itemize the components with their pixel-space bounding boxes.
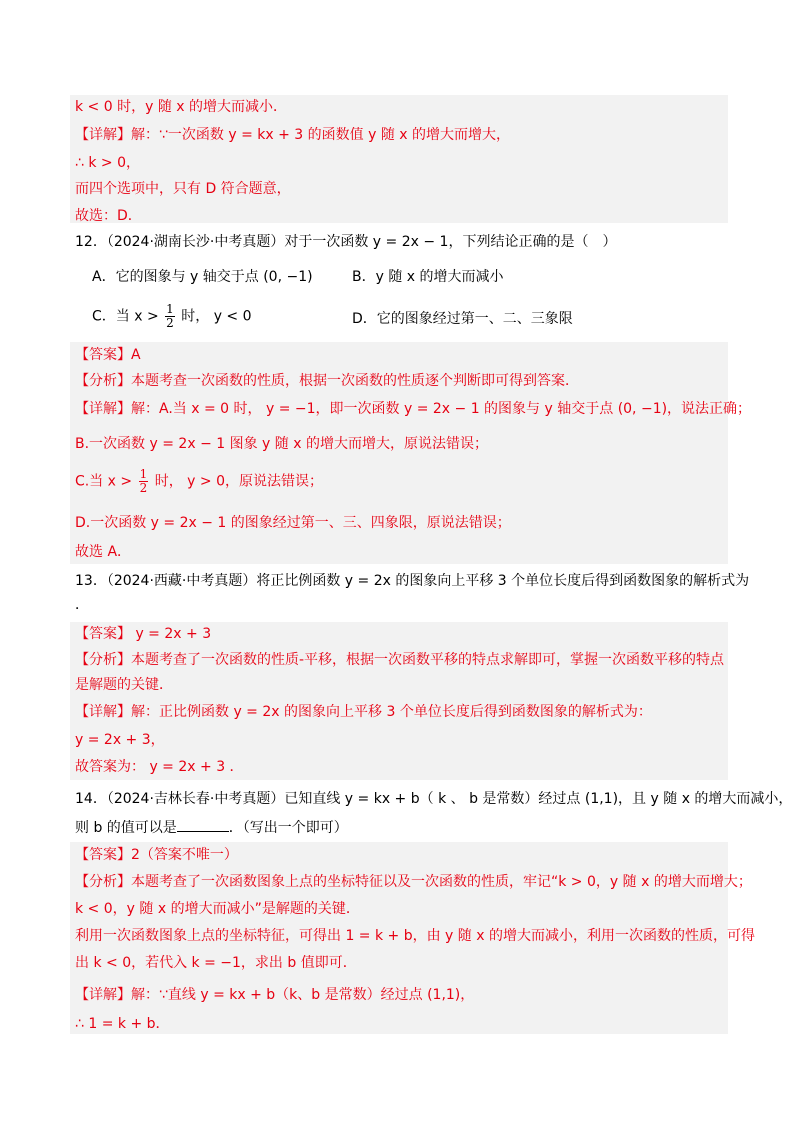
question-13: 13．（2024·西藏·中考真题）将正比例函数 y = 2x 的图象向上平移 3 个单位长度后得到函数图象的解析式为 [75,573,750,589]
detail-12-c [75,468,323,495]
option-b: B．y 随 x 的增大而减小 [352,269,504,285]
detail-13-b: y = 2x + 3， [75,732,165,748]
detail-14-a: 【详解】解：∵直线 y = kx + b（k、b 是常数）经过点 (1,1)， [75,987,475,1003]
fraction-half [165,303,175,330]
question-14-b [75,817,348,838]
detail-12-c-prefix: C.当 x > [75,473,133,490]
detail-14-b: ∴ 1 = k + b． [75,1016,170,1032]
fraction-denominator: 2 [166,316,174,330]
conclusion-11: 而四个选项中，只有 D 符合题意， [75,181,291,197]
option-a: A．它的图象与 y 轴交于点 (0, −1) [92,269,313,285]
fraction-numerator-2: 1 [139,467,148,481]
answer-12: 【答案】A [75,347,141,363]
question-14-suffix: ．（写出一个即可） [228,820,348,836]
question-14: 14．（2024·吉林长春·中考真题）已知直线 y = kx + b（ k 、 b 是常数）经过点 (1,1)，且 y 随 x 的增大而减小， [75,791,793,807]
analysis-14-d: 出 k < 0，若代入 k = −1，求出 b 值即可． [75,955,357,971]
fraction-numerator: 1 [166,302,174,316]
analysis-13-b: 是解题的关键． [75,677,173,693]
fraction-denominator-2: 2 [139,481,148,495]
detail-13-a: 【详解】解：正比例函数 y = 2x 的图象向上平移 3 个单位长度后得到函数图象的解析式为： [75,704,652,720]
line-k-negative: k < 0 时，y 随 x 的增大而减小． [75,99,288,115]
option-c-suffix: 时， y < 0 [181,308,252,325]
detail-12-a: 【详解】解：A.当 x = 0 时， y = −1，即一次函数 y = 2x − 1 的图象与 y 轴交于点 (0, −1)，说法正确； [75,401,752,417]
analysis-14-a: 【分析】本题考查了一次函数图象上点的坐标特征以及一次函数的性质，牢记“k > 0，y 随 x 的增大而增大； [75,874,752,890]
detail-12-e: 故选 A． [75,544,132,560]
answer-13: 【答案】 y = 2x + 3 [75,626,212,642]
fraction-half-2 [139,468,149,495]
option-c-prefix: C．当 x > [92,308,159,325]
detail-11: 【详解】解：∵一次函数 y = kx + 3 的函数值 y 随 x 的增大而增大， [75,127,511,143]
option-d: D．它的图象经过第一、二、三象限 [352,311,573,327]
detail-12-d: D.一次函数 y = 2x − 1 的图象经过第一、三、四象限，原说法错误； [75,515,511,531]
analysis-13-a: 【分析】本题考查了一次函数的性质-平移，根据一次函数平移的特点求解即可，掌握一次函数平移的特点 [75,652,725,668]
detail-12-c-suffix: 时， y > 0，原说法错误； [154,473,323,490]
question-13-end: ． [75,597,89,613]
choice-11: 故选：D． [75,208,142,224]
answer-14: 【答案】2（答案不唯一） [75,847,238,863]
analysis-14-b: k < 0，y 随 x 的增大而减小”是解题的关键． [75,901,360,917]
detail-13-c: 故答案为： y = 2x + 3 ． [75,759,244,775]
detail-12-b: B.一次函数 y = 2x − 1 图象 y 随 x 的增大而增大，原说法错误； [75,436,488,452]
option-c [92,303,252,330]
analysis-12: 【分析】本题考查一次函数的性质，根据一次函数的性质逐个判断即可得到答案． [75,373,579,389]
therefore-11: ∴ k > 0， [75,155,141,171]
question-14-prefix: 则 b 的值可以是 [75,820,177,836]
question-12: 12．（2024·湖南长沙·中考真题）对于一次函数 y = 2x − 1，下列结论正确的是（ ） [75,234,617,250]
answer-blank [177,817,229,832]
analysis-14-c: 利用一次函数图象上点的坐标特征，可得出 1 = k + b，由 y 随 x 的增大而减小，利用一次函数的性质，可得 [75,928,755,944]
